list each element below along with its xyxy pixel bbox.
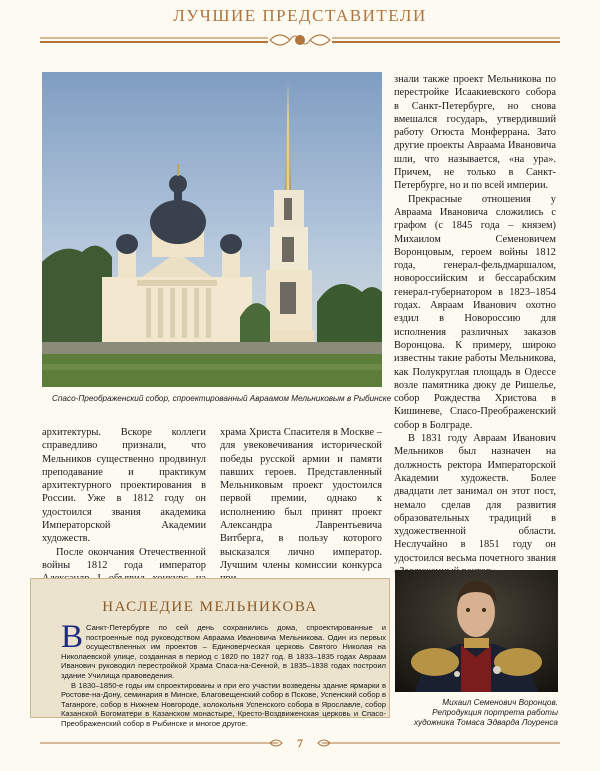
portrait-caption-line: Михаил Семенович Воронцов. [442, 698, 558, 707]
portrait-caption-line: художника Томаса Эдварда Лоуренса [413, 718, 558, 727]
sidebar-title: НАСЛЕДИЕ МЕЛЬНИКОВА [102, 599, 318, 615]
sidebar-paragraph: В 1830–1850-е годы им спроектированы и при его участии возведены здание ярмарки в Ростове-на-Дону, семинария в Минске, Благовещенский собор в Пскове, Успенский собор в Таганроге, собор в Нижнем Новгороде, колокольня Успенского собора в Ярославле, собор Казанской Богоматери в Казанском монастыре, Кресто-Воздвиженская церковь и Спасо-Преображенский собор в Рыбинске и многое другое. [61, 680, 386, 728]
header-ornament [0, 29, 600, 51]
paragraph: архитектуры. Вскоре коллеги справедливо признали, что Мельников существенно продвинул преподавание и практикум архитектурного проектирования в России. Уже в 1812 году он удостоился звания академика Императорской Академии художеств. [42, 427, 206, 545]
portrait-caption-line: Репродукция портрета работы [432, 708, 558, 717]
paragraph: знали также проект Мельникова по перестройке Исаакиевского собора в Санкт-Петербурге, но снова вмешался государь, утвердивший работу Огюста Монферрана. Зато другие проекты Авраама Ивановича шли, что называется, «на ура». Причем, не только в Санкт-Петербурге, но и по всей империи. [394, 74, 556, 192]
sidebar-text [61, 619, 386, 729]
portrait-image [395, 570, 558, 692]
sidebar-box [30, 578, 390, 728]
dropcap: В [61, 619, 84, 655]
section-title: ЛУЧШИЕ ПРЕДСТАВИТЕЛИ [173, 6, 427, 25]
paragraph: После окончания Отечественной войны 1812 года император [42, 546, 206, 571]
photo-caption: Спасо-Преображенский собор, спроектированный Авраамом Мельниковым в Рыбинске [52, 394, 392, 403]
paragraph: храма Христа Спасителя в Москве – для увековечивания исторической победы русской армии и памяти павших героев. Представленный Мельниковым проект удостоился первой премии, однако к исполнению был принят проект Александра Лаврентьевича Витберга, в пользу которого высказался лично император. Лучшим члены комиссии конкурса [220, 427, 382, 571]
right-column-top [394, 73, 556, 578]
middle-column [220, 426, 382, 586]
paragraph: В 1831 году Авраам Иванович Мельников был назначен на должность ректора Императорской Академии художеств. Более двадцати лет занимал он этот пост, немало сделав для развития образовательных традиций в художественной области. Неслучайно в 1851 году он удостоился весьма почетного звания [394, 433, 556, 564]
portrait-caption [390, 698, 558, 728]
paragraph: Прекрасные отношения у Авраама Ивановича сложились с графом (с 1845 года – князем) Михаилом Семеновичем Воронцовым, героем войны 1812 года, генерал-фельдмаршалом, новороссийским и бессарабским генерал-губернатором в 1823–1854 годах. Авраам Иванович охотно ездил в Новороссию для исполнения различных заказов Воронцова. К примеру, широко известны такие работы Мельникова, как Полукруглая площадь в Одессе возле памятника дюку де Ришелье, собор Рождества Христова в Кишиневе, Спасо-Преображенский собор в Болграде. [394, 193, 556, 431]
cathedral-photo [42, 72, 382, 387]
page-number: 7 [297, 736, 303, 750]
left-column [42, 426, 206, 599]
sidebar-paragraph: Санкт-Петербурге по сей день сохранились дома, спроектированные и построенные под руководством Авраама Ивановича Мельникова. Один из первых осуществленных им проектов – Единоверческая церковь Святого Николая на Николаевской улице, созданная в период с 1820 по 1827 год. В 1833–1835 годах Авраам Иванович руководил перестройкой Храма Спаса-на-Сенной, в 1835–1838 годах построил здание Училища правоведения. [61, 623, 386, 680]
